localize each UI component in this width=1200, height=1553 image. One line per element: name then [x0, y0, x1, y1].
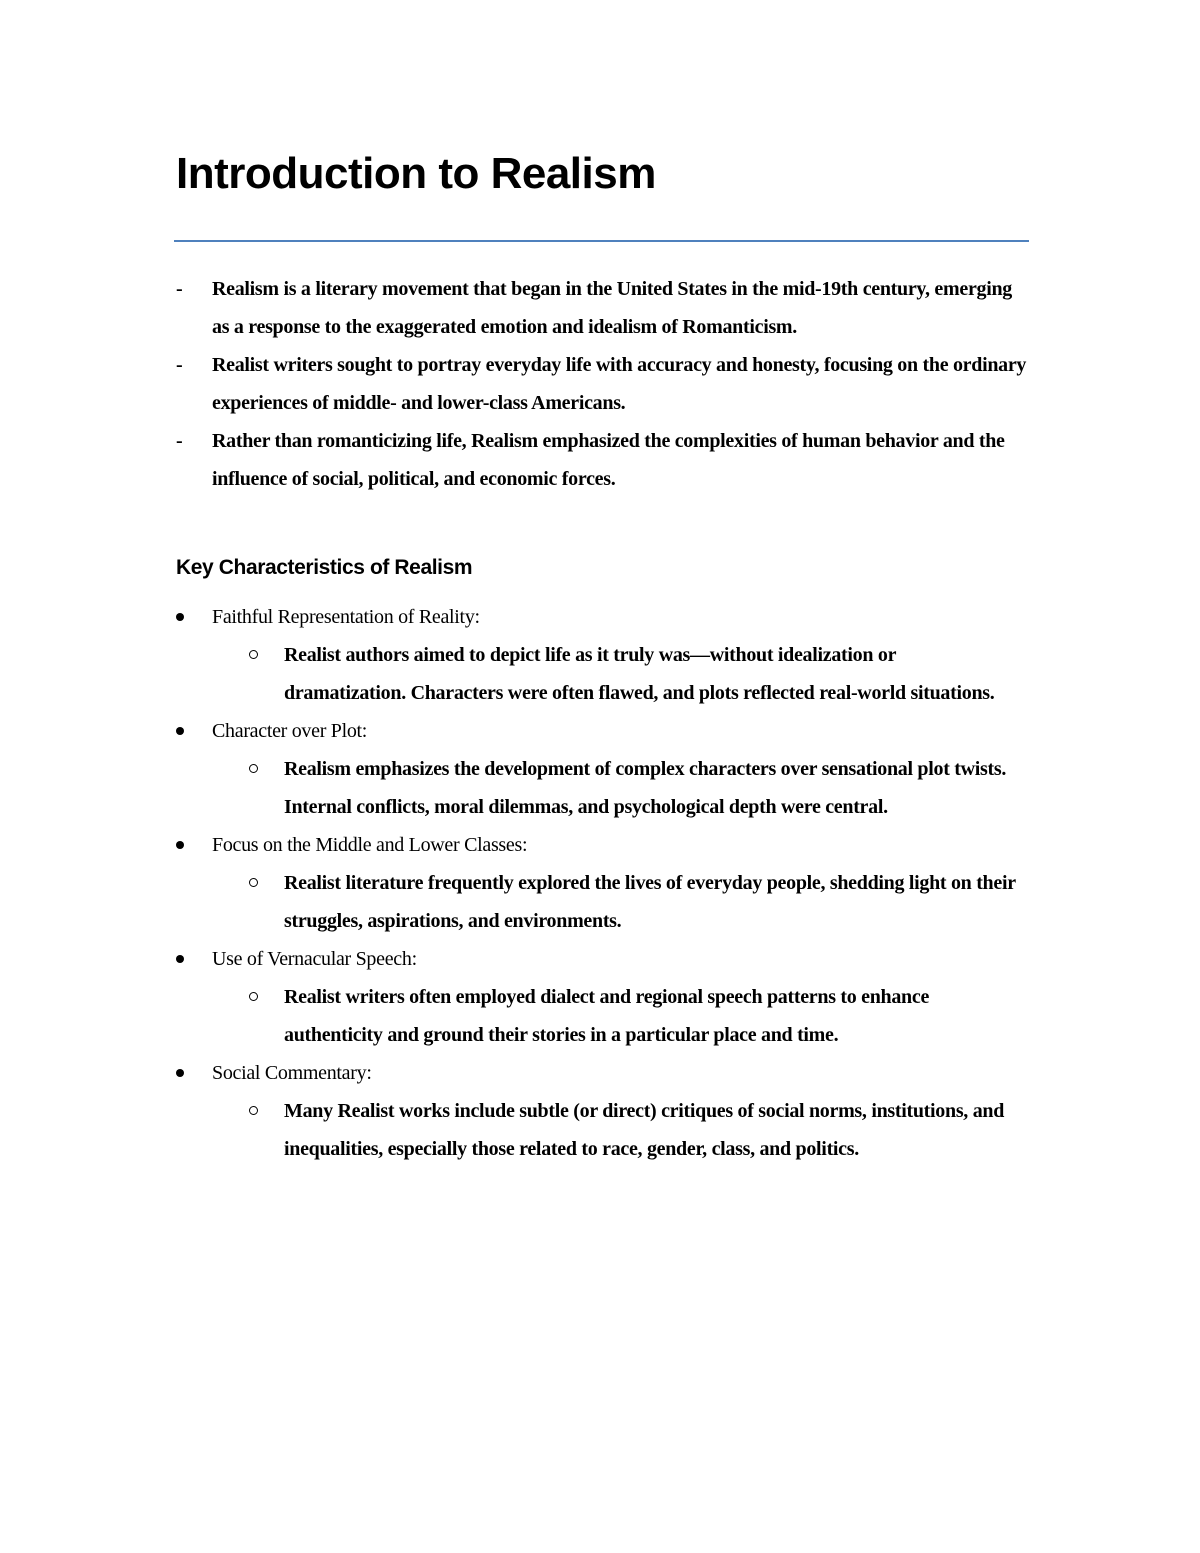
intro-text: Rather than romanticizing life, Realism emphasized the complexities of human behavior and the influence of social, political, and economic forces. — [212, 430, 1005, 490]
characteristic-title — [176, 1054, 1031, 1092]
characteristic-title — [176, 598, 1031, 636]
circle-bullet-icon — [249, 650, 258, 659]
dash-marker: - — [176, 430, 183, 452]
document-title: Introduction to Realism — [176, 149, 656, 198]
intro-text: Realism is a literary movement that began in the United States in the mid-19th century, emerging as a response to the exaggerated emotion and idealism of Romanticism. — [212, 278, 1012, 338]
bullet-icon — [176, 955, 184, 963]
intro-text: Realist writers sought to portray everyday life with accuracy and honesty, focusing on the ordinary experiences of middle- and lower-class Americans. — [212, 354, 1027, 414]
characteristics-list — [176, 598, 1031, 1168]
characteristic-title — [176, 826, 1031, 864]
characteristic-title — [176, 940, 1031, 978]
intro-item — [176, 346, 1031, 422]
characteristic-description-text: Many Realist works include subtle (or direct) critiques of social norms, institutions, and inequalities, especially those related to race, gender, class, and politics. — [284, 1100, 1005, 1160]
bullet-icon — [176, 613, 184, 621]
characteristic-description — [176, 636, 1031, 712]
circle-bullet-icon — [249, 992, 258, 1001]
dash-marker: - — [176, 354, 183, 376]
characteristic-title-text: Use of Vernacular Speech: — [212, 948, 417, 970]
characteristic-title-text: Social Commentary: — [212, 1062, 372, 1084]
circle-bullet-icon — [249, 764, 258, 773]
intro-item — [176, 270, 1031, 346]
characteristic-item — [176, 598, 1031, 712]
circle-bullet-icon — [249, 1106, 258, 1115]
intro-list — [176, 270, 1031, 498]
characteristic-description-text: Realist authors aimed to depict life as it truly was—without idealization or dramatization. Characters were often flawed, and plots reflected real-world situations. — [284, 644, 995, 704]
bullet-icon — [176, 1069, 184, 1077]
characteristic-title-text: Focus on the Middle and Lower Classes: — [212, 834, 528, 856]
bullet-icon — [176, 727, 184, 735]
characteristic-title-text: Character over Plot: — [212, 720, 368, 742]
characteristic-item — [176, 712, 1031, 826]
characteristic-title-text: Faithful Representation of Reality: — [212, 606, 480, 628]
intro-item — [176, 422, 1031, 498]
characteristic-description-text: Realist literature frequently explored the lives of everyday people, shedding light on their struggles, aspirations, and environments. — [284, 872, 1016, 932]
title-divider — [174, 240, 1029, 242]
characteristic-description — [176, 978, 1031, 1054]
characteristic-title — [176, 712, 1031, 750]
circle-bullet-icon — [249, 878, 258, 887]
characteristic-item — [176, 1054, 1031, 1168]
characteristic-description — [176, 750, 1031, 826]
characteristic-item — [176, 826, 1031, 940]
characteristic-description — [176, 864, 1031, 940]
characteristic-description — [176, 1092, 1031, 1168]
bullet-icon — [176, 841, 184, 849]
characteristic-description-text: Realist writers often employed dialect and regional speech patterns to enhance authenticity and ground their stories in a particular place and time. — [284, 986, 930, 1046]
characteristic-item — [176, 940, 1031, 1054]
dash-marker: - — [176, 278, 183, 300]
section-heading: Key Characteristics of Realism — [176, 556, 473, 579]
characteristic-description-text: Realism emphasizes the development of complex characters over sensational plot twists. Internal conflicts, moral dilemmas, and psychological depth were central. — [284, 758, 1007, 818]
